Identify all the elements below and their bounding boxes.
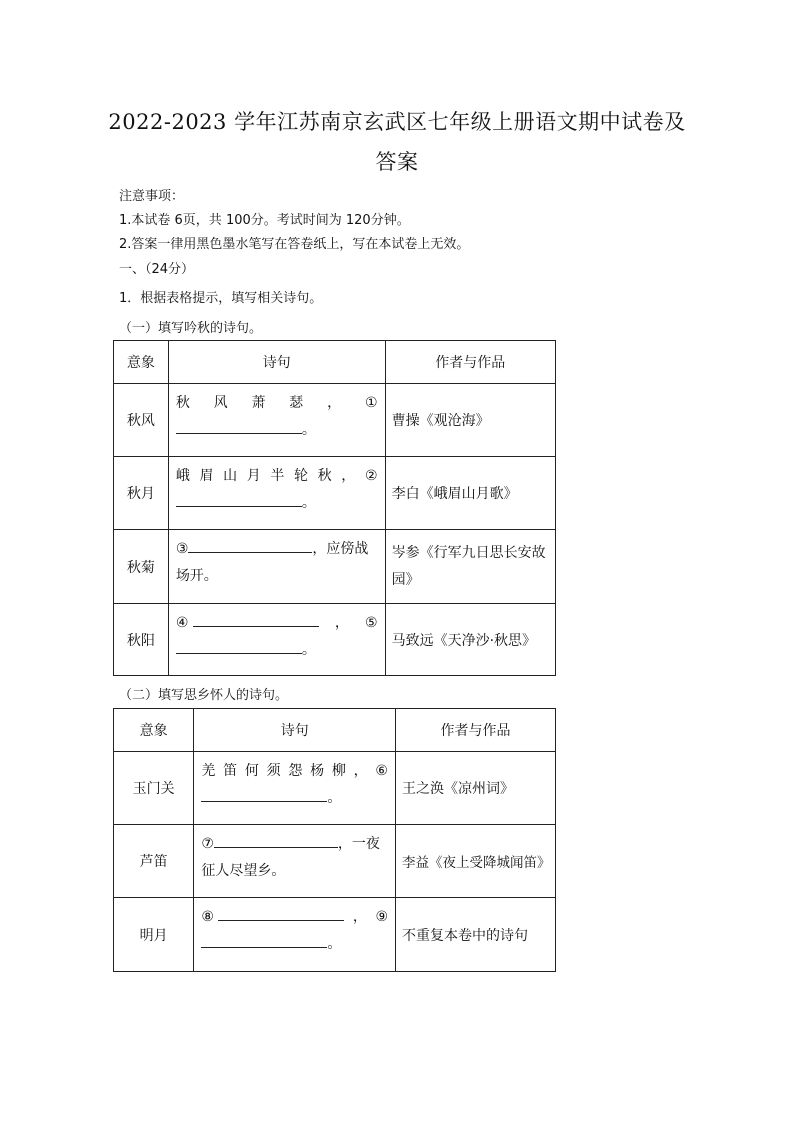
homesick-poems-table [113, 708, 556, 972]
part-1-heading: （一）填写吟秋的诗句。 [119, 321, 263, 336]
answer-blank[interactable] [218, 905, 344, 921]
header-verse: 诗句 [194, 709, 396, 752]
header-work: 作者与作品 [396, 709, 556, 752]
answer-blank[interactable] [201, 786, 327, 802]
blank-number: ⑦ [201, 836, 214, 852]
blank-number: ③ [175, 541, 189, 557]
verse-punct: 。 [301, 422, 316, 438]
header-image: 意象 [114, 709, 194, 752]
verse-char: 瑟 [289, 395, 304, 411]
notice-item-1: 1.本试卷 6页，共 100分。考试时间为 120分钟。 [119, 213, 410, 228]
image-cell: 秋风 [114, 384, 169, 457]
work-cell: 马致远《天净沙·秋思》 [385, 604, 555, 676]
table-row [114, 825, 556, 898]
notice-item-2: 2.答案一律用黑色墨水笔写在答卷纸上，写在本试卷上无效。 [119, 237, 470, 252]
blank-number: ⑥ [375, 763, 388, 779]
verse-text: 征人尽望乡。 [201, 863, 286, 879]
table-row [114, 384, 556, 457]
blank-number: ④ [175, 615, 189, 631]
answer-blank[interactable] [214, 832, 338, 848]
work-cell: 岑参《行军九日思长安故 园》 [385, 530, 555, 604]
answer-blank[interactable] [176, 491, 302, 507]
verse-cell: ③ ，应傍战 场开。 [168, 530, 385, 604]
image-cell: 秋月 [114, 457, 169, 530]
part-2-heading: （二）填写思乡怀人的诗句。 [119, 688, 289, 703]
verse-text: 场开。 [175, 568, 218, 584]
table-row [114, 898, 556, 972]
image-cell: 明月 [114, 898, 194, 972]
question-1: 1．根据表格提示，填写相关诗句。 [119, 291, 323, 306]
answer-blank[interactable] [176, 418, 302, 434]
table-header-row [114, 341, 556, 384]
table-header-row [114, 709, 556, 752]
image-cell: 秋阳 [114, 604, 169, 676]
table-row [114, 530, 556, 604]
image-cell: 秋菊 [114, 530, 169, 604]
work-cell: 曹操《观沧海》 [385, 384, 555, 457]
work-cell: 王之涣《凉州词》 [396, 752, 556, 825]
verse-cell [168, 384, 385, 457]
work-cell: 李益《夜上受降城闻笛》 [396, 825, 556, 898]
header-image: 意象 [114, 341, 169, 384]
document-title-line1: 2022-2023 学年江苏南京玄武区七年级上册语文期中试卷及 [108, 110, 686, 134]
verse-cell: 峨 眉 山 月 半 轮 秋 ， ② 。 [168, 457, 385, 530]
header-work: 作者与作品 [385, 341, 555, 384]
table-row [114, 457, 556, 530]
answer-blank[interactable] [176, 638, 302, 654]
document-title-line2: 答案 [375, 150, 419, 174]
verse-cell: 羌 笛 何 须 怨 杨 柳 ， ⑥ 。 [194, 752, 396, 825]
table-row [114, 604, 556, 676]
verse-char: ， [327, 395, 342, 411]
verse-char: 风 [213, 395, 228, 411]
header-verse: 诗句 [168, 341, 385, 384]
verse-char: 萧 [251, 395, 266, 411]
blank-number: ② [364, 468, 378, 484]
verse-cell: ④ ， ⑤ 。 [168, 604, 385, 676]
image-cell: 芦笛 [114, 825, 194, 898]
blank-number: ⑧ [201, 909, 214, 925]
blank-number: ⑨ [375, 909, 388, 925]
blank-number: ① [364, 395, 378, 411]
verse-cell: ⑧ ， ⑨ 。 [194, 898, 396, 972]
work-cell: 李白《峨眉山月歌》 [385, 457, 555, 530]
answer-blank[interactable] [201, 932, 327, 948]
autumn-poems-table [113, 340, 556, 676]
notice-heading: 注意事项： [119, 189, 185, 204]
work-cell: 不重复本卷中的诗句 [396, 898, 556, 972]
answer-blank[interactable] [193, 611, 319, 627]
image-cell: 玉门关 [114, 752, 194, 825]
table-row [114, 752, 556, 825]
verse-cell: ⑦ ，一夜 征人尽望乡。 [194, 825, 396, 898]
verse-char: 秋 [175, 395, 190, 411]
blank-number: ⑤ [365, 615, 378, 631]
section-heading: 一、（24分） [119, 262, 195, 277]
answer-blank[interactable] [188, 537, 312, 553]
